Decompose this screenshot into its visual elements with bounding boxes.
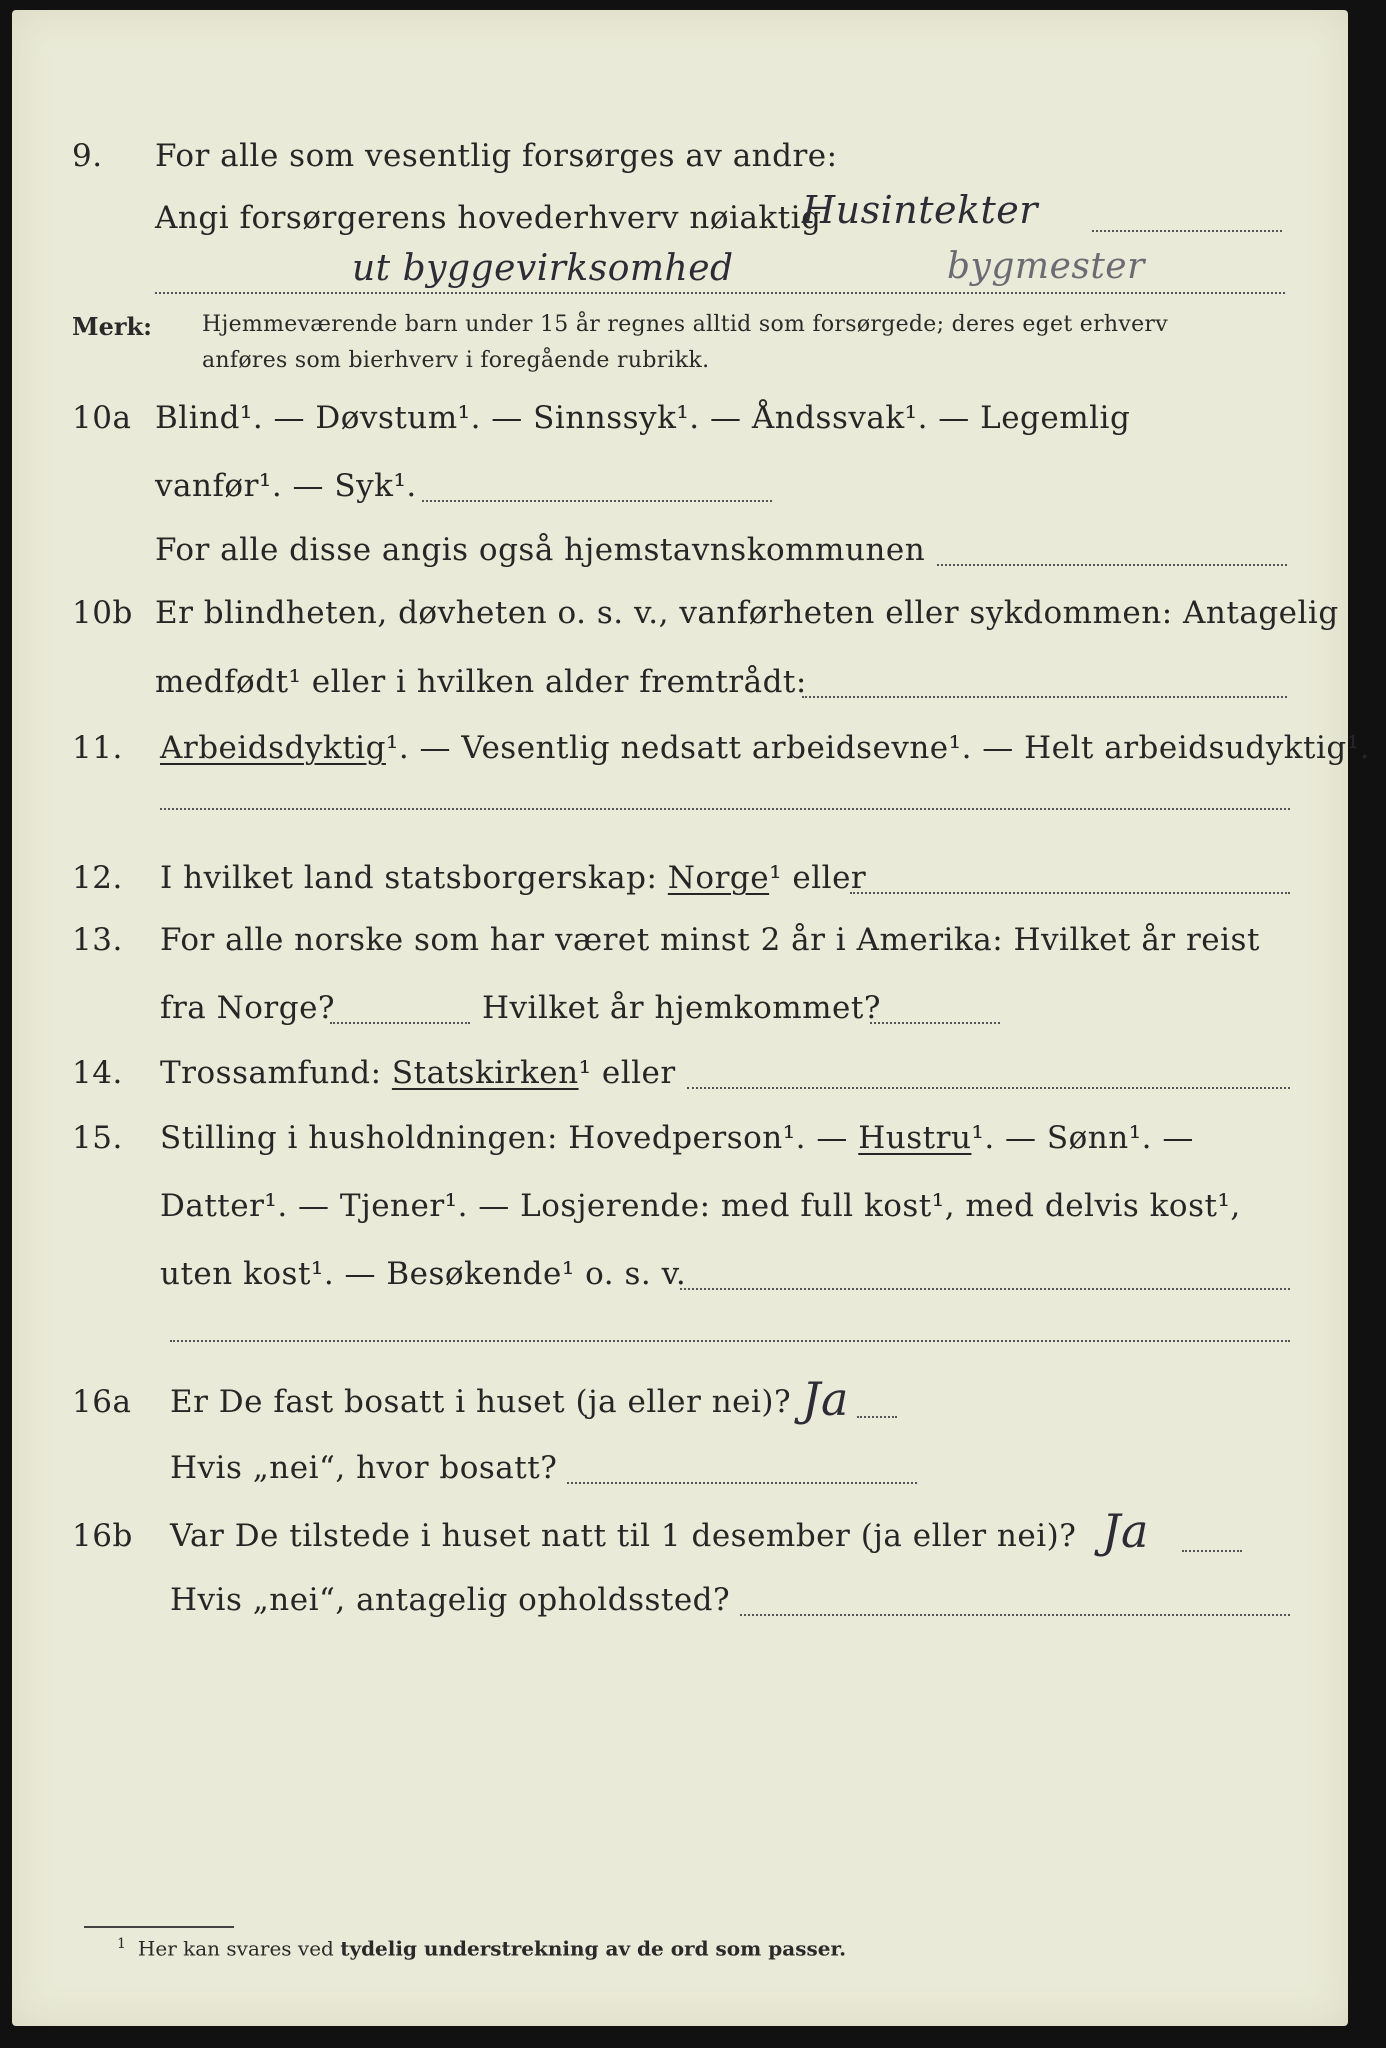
question-text: Var De tilstede i huset natt til 1 desember (ja eller nei)? xyxy=(170,1518,1077,1554)
question-text xyxy=(160,730,1370,766)
note-text: anføres som bierhverv i foregående rubrikk. xyxy=(202,348,710,373)
question-text: Hvilket år hjemkommet? xyxy=(482,990,881,1026)
handwritten-answer: Ja xyxy=(1102,1504,1149,1558)
question-number: 12. xyxy=(72,860,123,896)
question-text: medfødt¹ eller i hvilken alder fremtrådt: xyxy=(155,664,807,700)
question-number: 9. xyxy=(72,138,103,174)
question-16b-line-2 xyxy=(12,1582,1348,1632)
question-15 xyxy=(12,1120,1348,1170)
answer-line xyxy=(740,1614,1290,1616)
question-10a-line-2 xyxy=(12,468,1348,518)
answer-line xyxy=(870,1022,1000,1024)
answer-line xyxy=(330,1022,470,1024)
question-16b xyxy=(12,1504,1348,1568)
question-9-line-3 xyxy=(12,246,1348,308)
question-9 xyxy=(12,138,1348,188)
answer-line xyxy=(422,500,772,502)
answer-line xyxy=(160,808,1290,810)
question-13-line-2 xyxy=(12,990,1348,1040)
answer-line xyxy=(937,564,1287,566)
answer-line xyxy=(567,1482,917,1484)
question-text: vanfør¹. — Syk¹. xyxy=(155,468,417,504)
footnote xyxy=(117,1936,846,1961)
question-number: 13. xyxy=(72,922,123,958)
handwritten-answer: Ja xyxy=(802,1372,849,1426)
question-text: Er De fast bosatt i huset (ja eller nei)? xyxy=(170,1384,792,1420)
question-text-suffix: ¹ eller xyxy=(769,860,867,896)
question-text: For alle disse angis også hjemstavnskommunen xyxy=(155,532,926,568)
question-text: Hvis „nei“, hvor bosatt? xyxy=(170,1450,558,1486)
underlined-answer: Norge xyxy=(667,860,770,896)
question-number: 10b xyxy=(72,595,133,631)
question-14 xyxy=(12,1055,1348,1105)
question-text: Angi forsørgerens hovederhverv nøiaktig xyxy=(155,200,822,236)
question-number: 11. xyxy=(72,730,123,766)
answer-line xyxy=(850,892,1290,894)
question-12 xyxy=(12,860,1348,910)
question-10a-line-3 xyxy=(12,532,1348,582)
answer-line xyxy=(802,696,1287,698)
handwritten-answer: Husintekter xyxy=(802,188,1038,232)
answer-line xyxy=(680,1288,1290,1290)
question-text: Er blindheten, døvheten o. s. v., vanførheten eller sykdommen: Antagelig xyxy=(155,595,1339,631)
census-form-page xyxy=(12,10,1371,2026)
question-10b xyxy=(12,595,1348,645)
question-15-line-2 xyxy=(12,1188,1348,1238)
question-10b-line-2 xyxy=(12,664,1348,714)
footnote-rule xyxy=(84,1926,234,1928)
answer-line xyxy=(155,292,1285,294)
question-text: fra Norge? xyxy=(160,990,336,1026)
question-text-suffix: ¹. — Sønn¹. — xyxy=(971,1120,1194,1156)
question-number: 15. xyxy=(72,1120,123,1156)
underlined-answer: Hustru xyxy=(858,1120,972,1156)
footnote-text: Her kan svares ved xyxy=(137,1936,334,1961)
question-text: uten kost¹. — Besøkende¹ o. s. v. xyxy=(160,1256,687,1292)
question-16a-line-2 xyxy=(12,1450,1348,1500)
question-16a xyxy=(12,1372,1348,1434)
note-label: Merk: xyxy=(72,312,152,341)
question-15-line-3 xyxy=(12,1256,1348,1306)
question-text: Hvis „nei“, antagelig opholdssted? xyxy=(170,1582,731,1618)
answer-line xyxy=(170,1340,1290,1342)
answer-line xyxy=(857,1416,897,1418)
question-text: Datter¹. — Tjener¹. — Losjerende: med full kost¹, med delvis kost¹, xyxy=(160,1188,1241,1224)
underlined-answer: Arbeidsdyktig xyxy=(160,730,386,766)
question-text xyxy=(160,1055,676,1091)
question-text-prefix: Stilling i husholdningen: Hovedperson¹. — xyxy=(160,1120,848,1156)
footnote-text-bold: tydelig understrekning av de ord som passer. xyxy=(340,1936,847,1961)
question-number: 16b xyxy=(72,1518,133,1554)
footnote-mark: 1 xyxy=(117,1936,126,1952)
question-text: For alle norske som har været minst 2 år i Amerika: Hvilket år reist xyxy=(160,922,1260,958)
question-text: For alle som vesentlig forsørges av andre: xyxy=(155,138,838,174)
note-text: Hjemmeværende barn under 15 år regnes alltid som forsørgede; deres eget erhverv xyxy=(202,312,1168,337)
question-13 xyxy=(12,922,1348,972)
handwritten-answer: ut byggevirksomhed xyxy=(352,248,734,289)
question-text-suffix: ¹ eller xyxy=(578,1055,676,1091)
question-text-rest: ¹. — Vesentlig nedsatt arbeidsevne¹. — Helt arbeidsudyktig¹. xyxy=(385,730,1371,766)
underlined-answer: Statskirken xyxy=(391,1055,579,1091)
answer-line xyxy=(1182,1550,1242,1552)
question-11 xyxy=(12,730,1371,780)
question-10a xyxy=(12,400,1348,450)
answer-line xyxy=(687,1087,1290,1089)
question-9-line-2 xyxy=(12,188,1348,250)
question-text-prefix: Trossamfund: xyxy=(160,1055,382,1091)
question-number: 14. xyxy=(72,1055,123,1091)
question-text: Blind¹. — Døvstum¹. — Sinnssyk¹. — Åndssvak¹. — Legemlig xyxy=(155,400,1131,436)
answer-line xyxy=(1092,230,1282,232)
handwritten-answer: bygmester xyxy=(947,246,1145,287)
question-text xyxy=(160,1120,1194,1156)
question-number: 16a xyxy=(72,1384,132,1420)
question-number: 10a xyxy=(72,400,132,436)
question-text-prefix: I hvilket land statsborgerskap: xyxy=(160,860,658,896)
question-text xyxy=(160,860,866,896)
